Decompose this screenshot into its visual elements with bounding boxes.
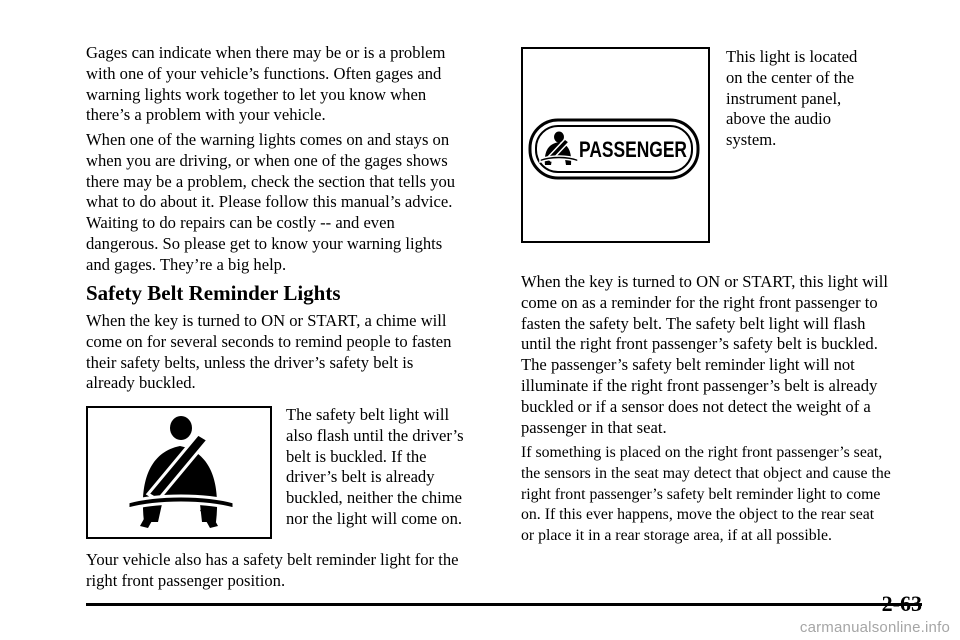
passenger-indicator-label: PASSENGER [579,137,688,162]
text-line: already buckled. [86,373,196,393]
text-line: illuminate if the right front passenger’s belt is already [521,375,878,395]
text-line: there’s a problem with your vehicle. [86,105,326,125]
footer-rule [86,603,922,606]
driver-seatbelt-figure [86,406,272,539]
text-line: system. [726,130,777,150]
text-line: above the audio [726,109,832,129]
passenger-seatbelt-indicator-icon [523,49,708,241]
text-line: what to do about it. Please follow this manual’s advice. [86,192,453,212]
text-line: If something is placed on the right front passenger’s seat, [521,444,883,461]
text-line: with one of your vehicle’s functions. Often gages and [86,63,442,83]
page-number: 2-63 [881,591,922,616]
seatbelt-person-icon [88,408,270,537]
text-line: when you are driving, or when one of the gages shows [86,150,448,170]
text-line: right front passenger position. [86,570,286,590]
passenger-light-paragraph [521,272,888,438]
text-line: come on as a reminder for the right front passenger to [521,292,878,312]
text-line: fasten the safety belt. The safety belt light will flash [521,313,866,333]
text-line: on. If this ever happens, move the object to the rear seat [521,506,875,524]
text-line: passenger in that seat. [521,417,667,437]
text-line: instrument panel, [726,88,842,108]
text-line: and gages. They’re a big help. [86,254,287,274]
text-line: come on for several seconds to remind people to fasten [86,331,452,351]
passenger-indicator-figure [521,47,710,243]
text-line: there may be a problem, check the section that tells you [86,171,456,191]
text-line: until the right front passenger’s safety belt is buckled. [521,334,878,354]
text-line: dangerous. So please get to know your warning lights [86,233,443,253]
text-line: Your vehicle also has a safety belt reminder light for the [86,550,459,569]
light-location-paragraph [726,47,857,151]
text-line: This light is located [726,47,858,66]
text-line: nor the light will come on. [286,508,463,528]
text-line: When the key is turned to ON or START, this light will [521,272,888,291]
text-line: their safety belts, unless the driver’s safety belt is [86,352,414,372]
text-line: the sensors in the seat may detect that object and cause the [521,464,891,482]
text-line: right front passenger’s safety belt reminder light to come [521,485,881,503]
text-line: also flash until the driver’s [286,425,464,445]
text-line: buckled or if a sensor does not detect the weight of a [521,396,871,416]
text-line: driver’s belt is already [286,467,435,487]
object-on-seat-paragraph [521,443,891,547]
intro-paragraph [86,43,445,126]
text-line: warning lights work together to let you know when [86,84,427,104]
watermark: carmanualsonline.info [799,619,950,636]
text-line: When the key is turned to ON or START, a chime will [86,311,447,330]
text-line: buckled, neither the chime [286,488,463,508]
driver-light-paragraph [286,405,464,530]
passenger-intro-paragraph [86,550,459,592]
text-line: The safety belt light will [286,405,450,424]
text-line: Gages can indicate when there may be or is a problem [86,43,446,62]
text-line: When one of the warning lights comes on and stays on [86,130,450,149]
text-line: on the center of the [726,67,855,87]
chime-paragraph [86,311,451,394]
text-line: The passenger’s safety belt reminder light will not [521,355,855,375]
text-line: or place it in a rear storage area, if at all possible. [521,527,832,545]
warning-lights-paragraph [86,130,455,276]
section-heading: Safety Belt Reminder Lights [86,281,341,305]
text-line: belt is buckled. If the [286,446,427,466]
text-line: Waiting to do repairs can be costly -- and even [86,213,395,233]
